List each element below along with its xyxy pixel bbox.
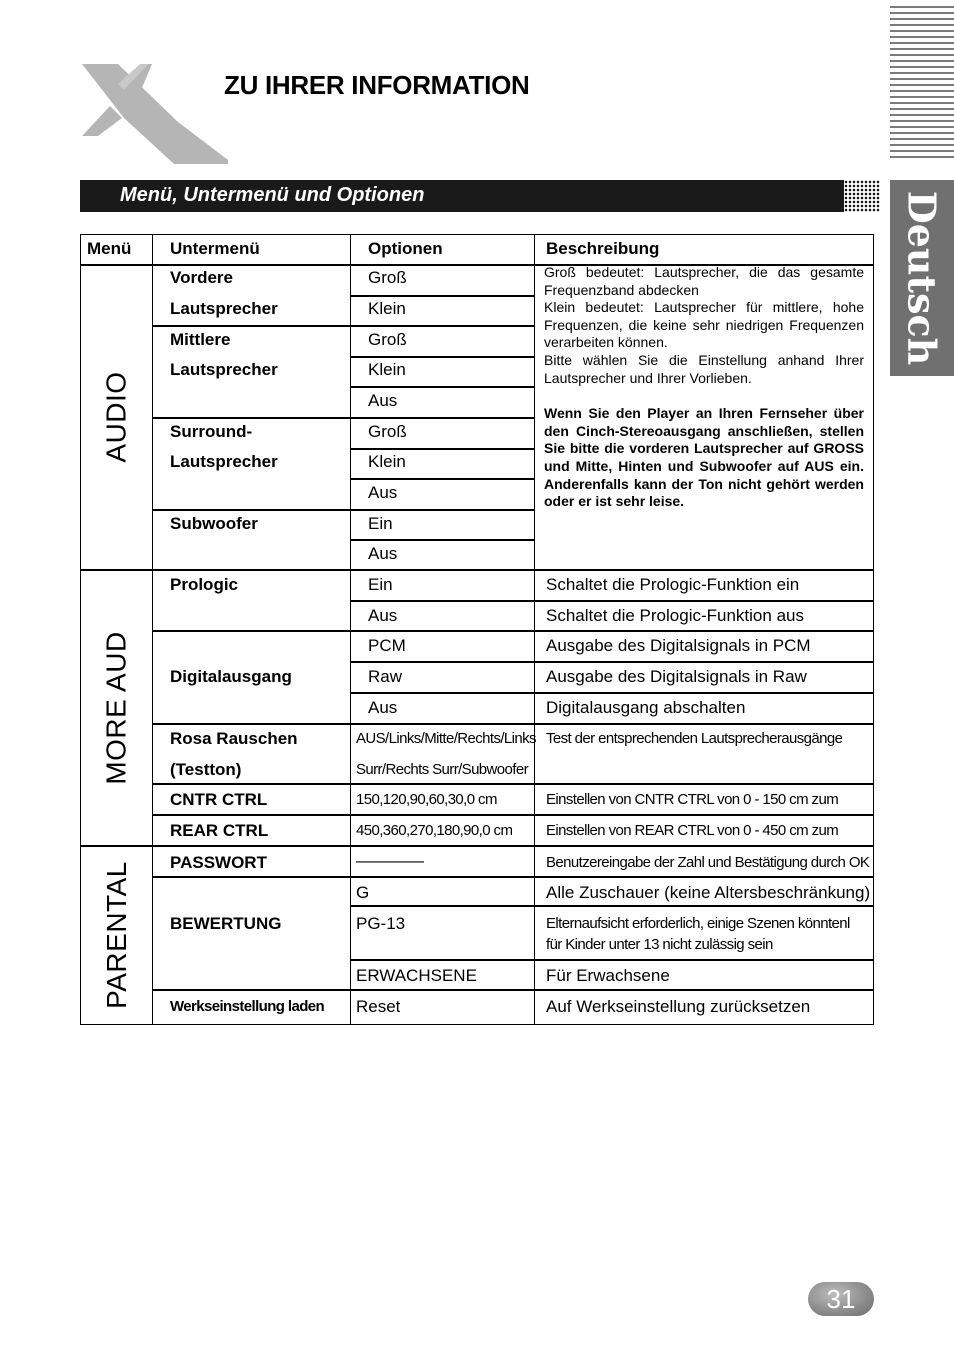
description-text: Schaltet die Prologic-Funktion ein bbox=[546, 575, 800, 594]
brand-logo bbox=[78, 60, 228, 164]
audio-description-p2: Klein bedeutet: Lautsprecher für mittlere, hohe Frequenzen, die keine sehr niedrigen Frequenzen verarbeiten können. bbox=[544, 299, 864, 351]
row-divider bbox=[153, 630, 873, 632]
submenu-label: Subwoofer bbox=[170, 514, 258, 533]
section-divider bbox=[81, 569, 873, 571]
option-value: G bbox=[356, 883, 370, 902]
row-divider bbox=[153, 325, 535, 327]
option-value: Klein bbox=[368, 452, 406, 471]
page-title: ZU IHRER INFORMATION bbox=[224, 70, 530, 100]
description-text: Elternaufsicht erforderlich, einige Szenen könntenl bbox=[546, 915, 850, 932]
submenu-label: Lautsprecher bbox=[170, 360, 278, 379]
submenu-label: Rosa Rauschen bbox=[170, 729, 298, 748]
row-divider bbox=[351, 959, 873, 961]
option-value: Surr/Rechts Surr/Subwoofer bbox=[356, 761, 528, 778]
option-value: Aus bbox=[368, 483, 398, 502]
decorative-stripes bbox=[890, 6, 954, 162]
option-value: AUS/Links/Mitte/Rechts/Links bbox=[356, 730, 536, 747]
language-tab-label: Deutsch bbox=[899, 190, 945, 366]
submenu-label: Digitalausgang bbox=[170, 667, 292, 686]
audio-description-warning: Wenn Sie den Player an Ihren Fernseher über den Cinch-Stereoausgang anschließen, stellen Sie bitte die vorderen Lautsprecher auf GROSS und Mitte, Hinten und Subwoofer auf AUS ein. Anderenfalls kann der Ton nicht gehört werden oder er ist sehr leise. bbox=[544, 405, 864, 510]
option-value: Ein bbox=[368, 514, 393, 533]
option-value: Raw bbox=[368, 667, 403, 686]
submenu-label: (Testton) bbox=[170, 760, 242, 779]
description-text: für Kinder unter 13 nicht zulässig sein bbox=[546, 936, 773, 953]
submenu-label: Prologic bbox=[170, 575, 239, 594]
row-divider bbox=[351, 386, 535, 388]
option-value: Reset bbox=[356, 997, 401, 1016]
submenu-label: BEWERTUNG bbox=[170, 914, 282, 933]
description-text: Einstellen von REAR CTRL von 0 - 450 cm zum bbox=[546, 822, 839, 839]
section-title: Menü, Untermenü und Optionen bbox=[120, 184, 425, 206]
row-divider bbox=[351, 356, 535, 358]
row-divider bbox=[153, 783, 873, 785]
description-text: Test der entsprechenden Lautsprecherausgänge bbox=[546, 730, 843, 747]
column-divider bbox=[350, 235, 351, 1024]
header-options: Optionen bbox=[368, 239, 443, 258]
option-value: PG-13 bbox=[356, 914, 406, 933]
row-divider bbox=[351, 692, 873, 694]
submenu-label: CNTR CTRL bbox=[170, 790, 268, 809]
description-text: Ausgabe des Digitalsignals in PCM bbox=[546, 636, 811, 655]
submenu-label: REAR CTRL bbox=[170, 821, 269, 840]
option-value: Groß bbox=[368, 422, 407, 441]
audio-description-p3: Bitte wählen Sie die Einstellung anhand Ihrer Lautsprecher und Ihrer Vorlieben. bbox=[544, 351, 864, 386]
option-value: ———— bbox=[356, 851, 424, 870]
option-value: Klein bbox=[368, 360, 406, 379]
category-audio: AUDIO bbox=[101, 371, 132, 463]
description-text: Alle Zuschauer (keine Altersbeschränkung) bbox=[546, 883, 871, 902]
header-description: Beschreibung bbox=[546, 239, 660, 258]
header-menu: Menü bbox=[87, 239, 132, 258]
row-divider bbox=[153, 417, 535, 419]
submenu-label: Lautsprecher bbox=[170, 452, 278, 471]
option-value: Ein bbox=[368, 575, 393, 594]
option-value: Aus bbox=[368, 606, 398, 625]
row-divider bbox=[351, 600, 873, 602]
submenu-label: Surround- bbox=[170, 422, 253, 441]
header-submenu: Untermenü bbox=[170, 239, 260, 258]
submenu-label: Vordere bbox=[170, 268, 233, 287]
option-value: 450,360,270,180,90,0 cm bbox=[356, 822, 513, 839]
option-value: 150,120,90,60,30,0 cm bbox=[356, 791, 497, 808]
option-value: PCM bbox=[368, 636, 406, 655]
row-divider bbox=[153, 814, 873, 816]
row-divider bbox=[351, 448, 535, 450]
description-text: Einstellen von CNTR CTRL von 0 - 150 cm zum bbox=[546, 791, 839, 808]
submenu-label: Werkseinstellung laden bbox=[170, 998, 325, 1015]
section-divider bbox=[81, 845, 873, 847]
row-divider bbox=[351, 905, 873, 907]
option-value: Groß bbox=[368, 330, 407, 349]
submenu-label: Mittlere bbox=[170, 330, 231, 349]
audio-description bbox=[544, 264, 864, 511]
page-number: 31 bbox=[808, 1282, 874, 1316]
column-divider bbox=[534, 235, 535, 1024]
language-tab bbox=[890, 180, 954, 376]
row-divider bbox=[153, 723, 873, 725]
option-value: ERWACHSENE bbox=[356, 966, 477, 985]
description-text: Schaltet die Prologic-Funktion aus bbox=[546, 606, 804, 625]
row-divider bbox=[351, 539, 535, 541]
option-value: Klein bbox=[368, 299, 406, 318]
section-bar-dots bbox=[836, 180, 880, 212]
description-text: Benutzereingabe der Zahl und Bestätigung durch OK bbox=[546, 854, 870, 871]
audio-description-p1: Groß bedeutet: Lautsprecher, die das gesamte Frequenzband abdecken bbox=[544, 264, 864, 298]
category-parental: PARENTAL bbox=[101, 861, 133, 1009]
option-value: Aus bbox=[368, 698, 398, 717]
option-value: Aus bbox=[368, 391, 398, 410]
option-value: Aus bbox=[368, 544, 398, 563]
submenu-label: Lautsprecher bbox=[170, 299, 278, 318]
row-divider bbox=[351, 661, 873, 663]
submenu-label: PASSWORT bbox=[170, 853, 267, 872]
description-text: Digitalausgang abschalten bbox=[546, 698, 746, 717]
description-text: Für Erwachsene bbox=[546, 966, 670, 985]
row-divider bbox=[351, 478, 535, 480]
row-divider bbox=[153, 989, 873, 991]
description-text: Ausgabe des Digitalsignals in Raw bbox=[546, 667, 807, 686]
category-more-aud: MORE AUD bbox=[101, 630, 133, 785]
row-divider bbox=[351, 295, 535, 297]
option-value: Groß bbox=[368, 268, 407, 287]
row-divider bbox=[153, 509, 535, 511]
description-text: Auf Werkseinstellung zurücksetzen bbox=[546, 997, 811, 1016]
row-divider bbox=[153, 876, 873, 878]
